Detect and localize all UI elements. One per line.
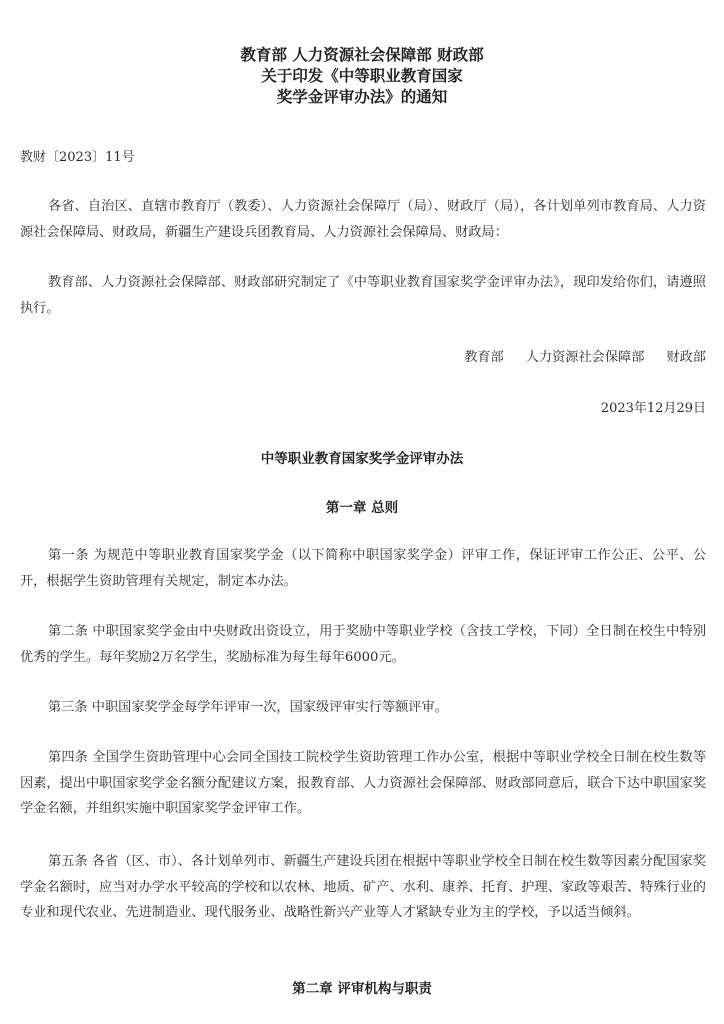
measures-title: 中等职业教育国家奖学金评审办法: [260, 451, 464, 467]
article-3: 第三条 中职国家奖学金每学年评审一次，国家级评审实行等额评审。: [48, 700, 448, 715]
notice-title: [0, 44, 724, 107]
title-line-3: 奖学金评审办法》的通知: [276, 87, 448, 106]
notice-body-paragraph: 教育部、人力资源社会保障部、财政部研究制定了《中等职业教育国家奖学金评审办法》，现印发给你们，请遵照执行。: [20, 275, 706, 316]
recipients-paragraph: 各省、自治区、直辖市教育厅（教委）、人力资源社会保障厅（局）、财政厅（局），各计划单列市教育局、人力资源社会保障局、财政局，新疆生产建设兵团教育局、人力资源社会保障局、财政局：: [20, 199, 706, 240]
article-5: 第五条 各省（区、市）、各计划单列市、新疆生产建设兵团在根据中等职业学校全日制在校生数等因素分配国家奖学金名额时，应当对办学水平较高的学校和以农林、地质、矿产、水利、康养、托育、护理、家政等艰苦、特殊行业的专业和现代农业、先进制造业、现代服务业、战略性新兴产业等人才紧缺专业为主的学校，予以适当倾斜。: [20, 854, 706, 920]
signatories: [464, 349, 706, 367]
issue-date: 2023年12月29日: [600, 401, 706, 416]
chapter-2-title: 第二章 评审机构与职责: [292, 981, 432, 997]
article-4: 第四条 全国学生资助管理中心会同全国技工院校学生资助管理工作办公室，根据中等职业学校全日制在校生数等因素，提出中职国家奖学金名额分配建议方案，报教育部、人力资源社会保障部、财政部同意后，联合下达中职国家奖学金名额，并组织实施中职国家奖学金评审工作。: [20, 750, 706, 816]
title-line-1: 教育部 人力资源社会保障部 财政部: [240, 45, 484, 64]
article-2: 第二条 中职国家奖学金由中央财政出资设立，用于奖励中等职业学校（含技工学校，下同）全日制在校生中特别优秀的学生。每年奖励2万名学生，奖励标准为每生每年6000元。: [20, 624, 706, 665]
signatory-mof: 财政部: [666, 350, 706, 365]
chapter-1-title: 第一章 总则: [325, 500, 399, 516]
signatory-moe: 教育部: [464, 350, 504, 365]
title-line-2: 关于印发《中等职业教育国家: [261, 66, 463, 85]
signatory-mohrss: 人力资源社会保障部: [525, 350, 645, 365]
article-1: 第一条 为规范中等职业教育国家奖学金（以下简称中职国家奖学金）评审工作，保证评审工作公正、公平、公开，根据学生资助管理有关规定，制定本办法。: [20, 548, 706, 589]
document-number: 教财〔2023〕11号: [20, 150, 135, 165]
